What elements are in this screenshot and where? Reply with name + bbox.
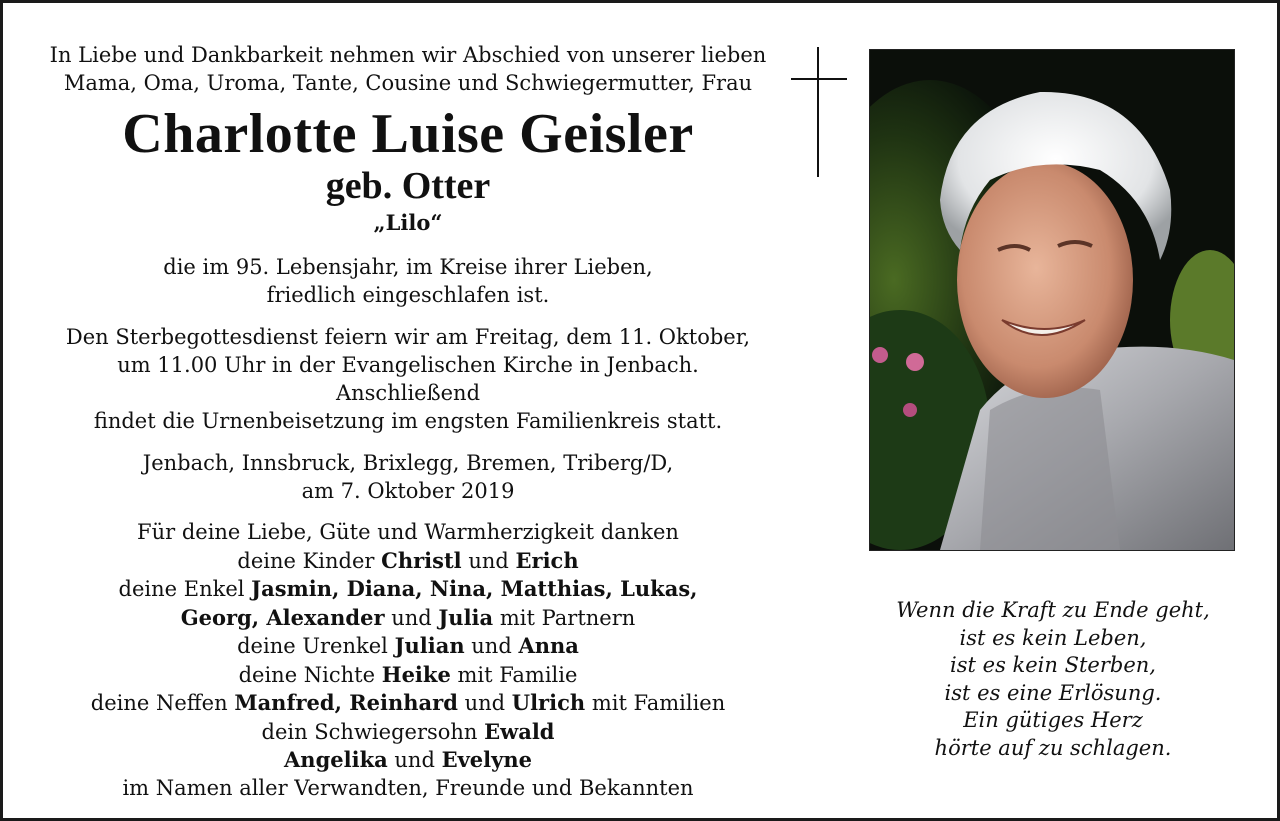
grandchildren-names: Jasmin, Diana, Nina, Matthias, Lukas, bbox=[251, 576, 698, 601]
cross-vertical bbox=[817, 47, 819, 177]
intro-line: Mama, Oma, Uroma, Tante, Cousine und Schwiegermutter, Frau bbox=[63, 71, 753, 95]
thanks-section bbox=[43, 519, 773, 802]
niece-prefix: deine Nichte bbox=[238, 662, 382, 687]
niece-line bbox=[43, 661, 773, 690]
poem-line: ist es eine Erlösung. bbox=[944, 680, 1162, 705]
child-name: Christl bbox=[381, 547, 462, 573]
passing-line: die im 95. Lebensjahr, im Kreise ihrer Lieben, bbox=[163, 255, 653, 279]
relative-name: Evelyne bbox=[441, 747, 532, 772]
intro-line: In Liebe und Dankbarkeit nehmen wir Abschied von unserer lieben bbox=[49, 43, 767, 67]
grandchildren-line bbox=[43, 604, 773, 633]
son-in-law-name: Ewald bbox=[484, 718, 555, 744]
son-in-law-line bbox=[43, 718, 773, 747]
poem-line: Ein gütiges Herz bbox=[963, 708, 1143, 733]
intro-text bbox=[43, 41, 773, 97]
great-grandchild-name: Anna bbox=[518, 633, 579, 658]
nephew-name: Ulrich bbox=[511, 690, 586, 715]
grandchild-name: Julia bbox=[438, 604, 494, 630]
maiden-name: geb. Otter bbox=[325, 165, 491, 207]
great-grandchild-name: Julian bbox=[394, 633, 465, 658]
poem-line: ist es kein Leben, bbox=[959, 625, 1147, 650]
grandchildren-names: Georg, Alexander bbox=[180, 604, 385, 630]
conjunction: und bbox=[461, 548, 516, 573]
conjunction: und bbox=[387, 748, 442, 772]
children-prefix: deine Kinder bbox=[237, 548, 382, 573]
service-line: Den Sterbegottesdienst feiern wir am Freitag, dem 11. Oktober, bbox=[65, 325, 751, 349]
cross-horizontal bbox=[791, 78, 847, 80]
place-date bbox=[43, 449, 773, 505]
service-text bbox=[43, 323, 773, 435]
conjunction: und bbox=[464, 634, 519, 658]
thanks-intro: Für deine Liebe, Güte und Warmherzigkeit danken bbox=[137, 520, 679, 544]
cross-icon bbox=[791, 47, 847, 177]
children-line bbox=[43, 547, 773, 576]
place-line: Jenbach, Innsbruck, Brixlegg, Bremen, Triberg/D, bbox=[142, 451, 674, 475]
conjunction: und bbox=[384, 605, 439, 630]
grandchildren-line bbox=[43, 575, 773, 604]
closing-line: im Namen aller Verwandten, Freunde und Bekannten bbox=[122, 775, 694, 800]
great-grandchildren-line bbox=[43, 632, 773, 661]
conjunction: und bbox=[457, 691, 512, 715]
with-families: mit Familien bbox=[585, 691, 726, 715]
with-family: mit Familie bbox=[450, 662, 578, 687]
nephews-prefix: deine Neffen bbox=[90, 691, 235, 715]
poem-line: hörte auf zu schlagen. bbox=[934, 735, 1172, 760]
service-line: findet die Urnenbeisetzung im engsten Familienkreis statt. bbox=[93, 409, 723, 433]
passing-text bbox=[43, 253, 773, 309]
poem-line: Wenn die Kraft zu Ende geht, bbox=[896, 598, 1210, 622]
nickname: „Lilo“ bbox=[373, 210, 443, 235]
nephew-names: Manfred, Reinhard bbox=[234, 690, 458, 715]
relative-name: Angelika bbox=[284, 747, 388, 772]
child-name: Erich bbox=[515, 547, 579, 573]
portrait-illustration bbox=[870, 50, 1234, 550]
nephews-line bbox=[43, 689, 773, 718]
date-line: am 7. Oktober 2019 bbox=[301, 479, 515, 503]
deceased-name: Charlotte Luise Geisler bbox=[122, 103, 694, 165]
obituary-text bbox=[43, 41, 773, 802]
grandchildren-prefix: deine Enkel bbox=[118, 577, 252, 601]
portrait-photo bbox=[869, 49, 1235, 551]
poem bbox=[873, 597, 1233, 763]
passing-line: friedlich eingeschlafen ist. bbox=[266, 283, 550, 307]
great-prefix: deine Urenkel bbox=[237, 634, 395, 658]
son-in-law-prefix: dein Schwiegersohn bbox=[261, 719, 485, 744]
service-line: um 11.00 Uhr in der Evangelischen Kirche in Jenbach. Anschließend bbox=[117, 353, 699, 405]
poem-line: ist es kein Sterben, bbox=[950, 653, 1156, 678]
niece-name: Heike bbox=[381, 661, 451, 687]
relatives-line bbox=[43, 746, 773, 775]
with-partners: mit Partnern bbox=[493, 605, 636, 630]
